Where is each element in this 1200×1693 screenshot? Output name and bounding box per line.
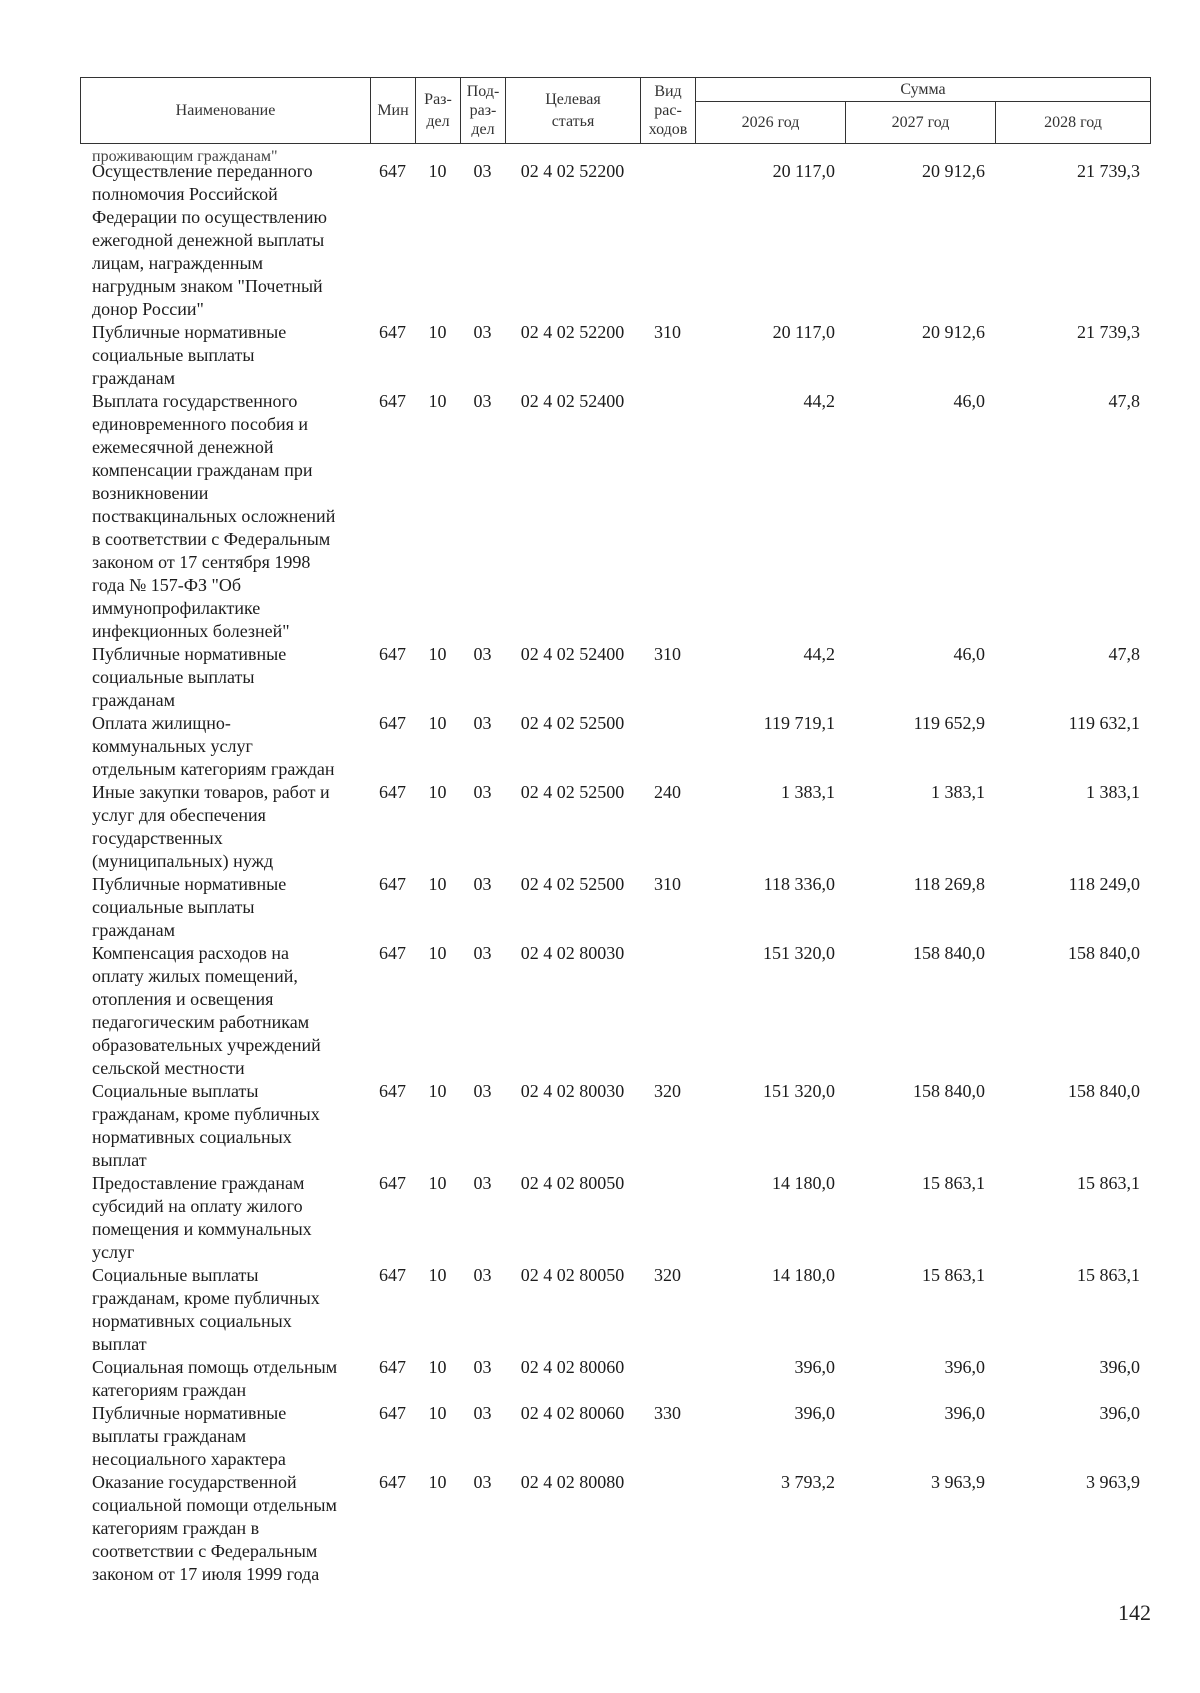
row-sum-2028: 21 739,3 (1077, 322, 1140, 342)
row-expense-type (640, 712, 695, 781)
row-sum-2026: 44,2 (803, 391, 835, 411)
row-sum-2026: 151 320,0 (763, 943, 835, 963)
row-podrazdel: 03 (473, 782, 492, 802)
row-expense-type: 240 (654, 782, 681, 802)
row-sum-2027: 15 863,1 (922, 1265, 985, 1285)
row-sum-2026: 20 117,0 (772, 322, 835, 342)
row-target-article: 02 4 02 80030 (520, 943, 625, 963)
row-podrazdel: 03 (473, 1357, 492, 1377)
row-sum-2028: 158 840,0 (1068, 1081, 1140, 1101)
row-name: Социальные выплаты гражданам, кроме публичных нормативных социальных выплат (92, 1265, 320, 1354)
table-row (80, 1080, 1150, 1172)
row-razdel: 10 (428, 1265, 447, 1285)
row-razdel: 10 (428, 782, 447, 802)
row-sum-2028: 3 963,9 (1086, 1472, 1140, 1492)
table-row (80, 942, 1150, 1080)
table-row (80, 321, 1150, 390)
row-razdel: 10 (428, 1472, 447, 1492)
page-number: 142 (1118, 1600, 1151, 1625)
row-target-article: 02 4 02 52500 (520, 874, 625, 894)
row-name: Социальная помощь отдельным категориям граждан (92, 1357, 338, 1400)
row-sum-2026: 396,0 (794, 1357, 835, 1377)
row-sum-2027: 46,0 (953, 391, 985, 411)
row-name: Публичные нормативные социальные выплаты гражданам (92, 322, 287, 388)
row-sum-2027: 118 269,8 (913, 874, 985, 894)
row-razdel: 10 (428, 391, 447, 411)
row-min: 647 (379, 1357, 406, 1377)
row-sum-2028: 1 383,1 (1086, 782, 1140, 802)
table-row (80, 1264, 1150, 1356)
row-sum-2027: 46,0 (953, 644, 985, 664)
row-sum-2027: 20 912,6 (922, 322, 985, 342)
row-expense-type: 330 (654, 1403, 681, 1423)
row-sum-2027: 158 840,0 (913, 943, 985, 963)
row-sum-2028: 47,8 (1108, 391, 1140, 411)
row-min: 647 (379, 322, 406, 342)
row-podrazdel: 03 (473, 943, 492, 963)
row-name: Публичные нормативные выплаты гражданам несоциального характера (92, 1403, 287, 1469)
row-sum-2026: 3 793,2 (781, 1472, 835, 1492)
row-min: 647 (379, 1173, 406, 1193)
row-expense-type (640, 1172, 695, 1264)
row-razdel: 10 (428, 1403, 447, 1423)
row-razdel: 10 (428, 874, 447, 894)
row-sum-2027: 396,0 (944, 1403, 985, 1423)
row-sum-2028: 396,0 (1099, 1357, 1140, 1377)
row-razdel: 10 (428, 1081, 447, 1101)
row-sum-2026: 14 180,0 (772, 1173, 835, 1193)
row-name: Выплата государственного единовременного пособия и ежемесячной денежной компенсации гражданам при возникновении поствакцинальных осложнений в соответствии с Федеральным законом от 17 сентября 1998 года № 157-ФЗ "Об иммунопрофилактике инфекционных болезней" (92, 391, 336, 641)
row-sum-2028: 119 632,1 (1068, 713, 1140, 733)
row-target-article: 02 4 02 52400 (520, 391, 625, 411)
row-sum-2028: 47,8 (1108, 644, 1140, 664)
row-sum-2028: 396,0 (1099, 1403, 1140, 1423)
row-target-article: 02 4 02 80050 (520, 1173, 625, 1193)
row-target-article: 02 4 02 80080 (520, 1472, 625, 1492)
row-name: Публичные нормативные социальные выплаты гражданам (92, 874, 287, 940)
row-target-article: 02 4 02 80060 (520, 1403, 625, 1423)
row-razdel: 10 (428, 644, 447, 664)
table-row (80, 1402, 1150, 1471)
row-min: 647 (379, 874, 406, 894)
row-sum-2026: 44,2 (803, 644, 835, 664)
table-row (80, 873, 1150, 942)
row-razdel: 10 (428, 1173, 447, 1193)
table-row (80, 643, 1150, 712)
header-vid: Вид рас- ходов (641, 78, 696, 144)
header-sum: Сумма (696, 78, 1151, 102)
row-podrazdel: 03 (473, 161, 492, 181)
header-target: Целевая статья (506, 78, 641, 144)
row-name: Компенсация расходов на оплату жилых помещений, отопления и освещения педагогическим работникам образовательных учреждений сельской местности (92, 943, 321, 1078)
row-expense-type: 310 (654, 644, 681, 664)
table-row (80, 1356, 1150, 1402)
row-podrazdel: 03 (473, 1081, 492, 1101)
row-min: 647 (379, 391, 406, 411)
row-sum-2026: 119 719,1 (763, 713, 835, 733)
header-podrazdel: Под- раз- дел (461, 78, 506, 144)
row-razdel: 10 (428, 943, 447, 963)
row-sum-2028: 118 249,0 (1068, 874, 1140, 894)
row-expense-type (640, 160, 695, 321)
row-expense-type: 320 (654, 1081, 681, 1101)
row-target-article: 02 4 02 52200 (520, 322, 625, 342)
header-name: Наименование (81, 78, 371, 144)
row-sum-2026: 151 320,0 (763, 1081, 835, 1101)
row-razdel: 10 (428, 1357, 447, 1377)
table-row (80, 712, 1150, 781)
row-razdel: 10 (428, 161, 447, 181)
row-target-article: 02 4 02 80030 (520, 1081, 625, 1101)
row-name: Иные закупки товаров, работ и услуг для обеспечения государственных (муниципальных) нужд (92, 782, 330, 871)
row-target-article: 02 4 02 52400 (520, 644, 625, 664)
header-2028: 2028 год (996, 102, 1151, 144)
row-podrazdel: 03 (473, 391, 492, 411)
table-row (80, 1471, 1150, 1586)
row-name: Предоставление гражданам субсидий на оплату жилого помещения и коммунальных услуг (92, 1173, 312, 1262)
row-sum-2027: 396,0 (944, 1357, 985, 1377)
row-name: Социальные выплаты гражданам, кроме публичных нормативных социальных выплат (92, 1081, 320, 1170)
row-min: 647 (379, 644, 406, 664)
row-podrazdel: 03 (473, 1403, 492, 1423)
row-expense-type: 320 (654, 1265, 681, 1285)
row-name: Публичные нормативные социальные выплаты гражданам (92, 644, 287, 710)
row-sum-2026: 14 180,0 (772, 1265, 835, 1285)
row-razdel: 10 (428, 322, 447, 342)
row-sum-2027: 3 963,9 (931, 1472, 985, 1492)
row-min: 647 (379, 1472, 406, 1492)
row-min: 647 (379, 1265, 406, 1285)
row-podrazdel: 03 (473, 1173, 492, 1193)
row-sum-2028: 21 739,3 (1077, 161, 1140, 181)
row-name: Оказание государственной социальной помощи отдельным категориям граждан в соответствии с Федеральным законом от 17 июля 1999 года (92, 1472, 337, 1584)
table-row (80, 160, 1150, 321)
budget-table-body (80, 148, 1150, 1586)
row-name: Оплата жилищно- коммунальных услуг отдельным категориям граждан (92, 713, 335, 779)
row-podrazdel: 03 (473, 1265, 492, 1285)
table-header (80, 77, 1151, 144)
header-2027: 2027 год (846, 102, 996, 144)
row-expense-type: 310 (654, 322, 681, 342)
continued-text: проживающим гражданам" (92, 148, 278, 165)
row-podrazdel: 03 (473, 322, 492, 342)
row-target-article: 02 4 02 52200 (520, 161, 625, 181)
header-min: Мин (371, 78, 416, 144)
row-sum-2026: 1 383,1 (781, 782, 835, 802)
row-name: Осуществление переданного полномочия Российской Федерации по осуществлению ежегодной денежной выплаты лицам, награжденным нагрудным знаком "Почетный донор России" (92, 161, 327, 319)
row-podrazdel: 03 (473, 644, 492, 664)
row-sum-2026: 118 336,0 (763, 874, 835, 894)
row-target-article: 02 4 02 52500 (520, 713, 625, 733)
row-sum-2027: 20 912,6 (922, 161, 985, 181)
table-row (80, 390, 1150, 643)
row-target-article: 02 4 02 80060 (520, 1357, 625, 1377)
row-sum-2027: 15 863,1 (922, 1173, 985, 1193)
row-sum-2027: 158 840,0 (913, 1081, 985, 1101)
row-razdel: 10 (428, 713, 447, 733)
table-row (80, 1172, 1150, 1264)
row-min: 647 (379, 1403, 406, 1423)
row-min: 647 (379, 161, 406, 181)
row-expense-type (640, 390, 695, 643)
row-min: 647 (379, 1081, 406, 1101)
row-expense-type (640, 942, 695, 1080)
row-expense-type (640, 1356, 695, 1402)
row-sum-2026: 396,0 (794, 1403, 835, 1423)
row-sum-2028: 158 840,0 (1068, 943, 1140, 963)
row-sum-2027: 119 652,9 (913, 713, 985, 733)
header-razdel: Раз- дел (416, 78, 461, 144)
row-min: 647 (379, 782, 406, 802)
row-expense-type: 310 (654, 874, 681, 894)
table-row (80, 781, 1150, 873)
row-sum-2026: 20 117,0 (772, 161, 835, 181)
row-expense-type (640, 1471, 695, 1586)
row-sum-2028: 15 863,1 (1077, 1265, 1140, 1285)
row-sum-2028: 15 863,1 (1077, 1173, 1140, 1193)
row-min: 647 (379, 713, 406, 733)
row-min: 647 (379, 943, 406, 963)
header-2026: 2026 год (696, 102, 846, 144)
row-target-article: 02 4 02 80050 (520, 1265, 625, 1285)
row-target-article: 02 4 02 52500 (520, 782, 625, 802)
row-podrazdel: 03 (473, 874, 492, 894)
row-sum-2027: 1 383,1 (931, 782, 985, 802)
row-podrazdel: 03 (473, 713, 492, 733)
row-podrazdel: 03 (473, 1472, 492, 1492)
